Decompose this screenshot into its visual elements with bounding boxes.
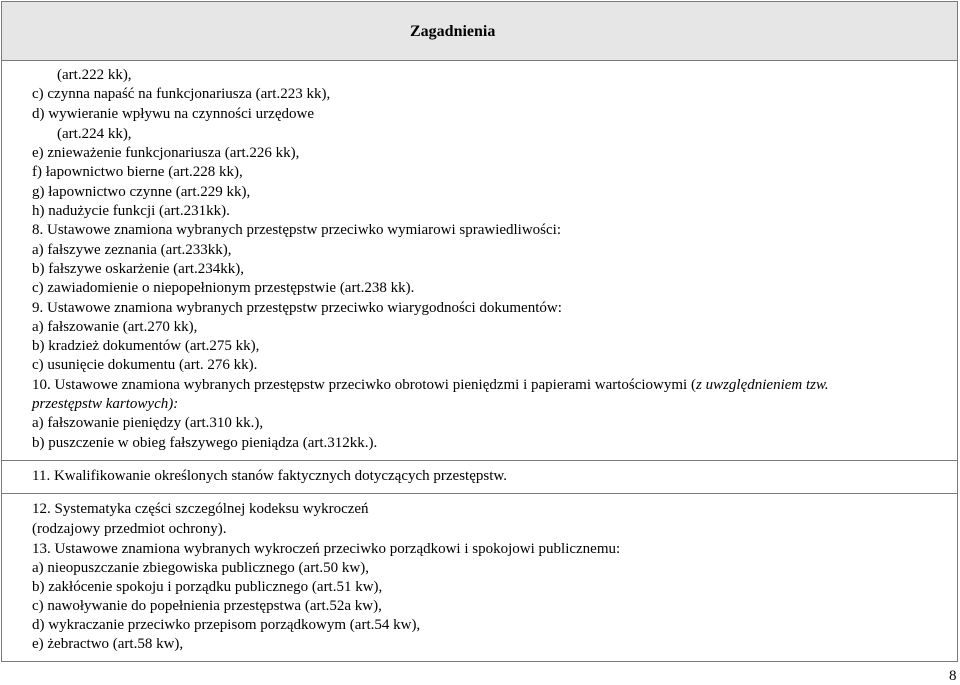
text-line: g) łapownictwo czynne (art.229 kk), — [32, 184, 251, 200]
header-title: Zagadnienia — [410, 23, 496, 40]
text-line: e) znieważenie funkcjonariusza (art.226 kk), — [32, 145, 300, 161]
row-separator — [2, 460, 957, 461]
text-line: e) żebractwo (art.58 kw), — [32, 636, 184, 652]
text-line: b) kradzież dokumentów (art.275 kk), — [32, 338, 260, 354]
text-line: 11. Kwalifikowanie określonych stanów faktycznych dotyczących przestępstw. — [32, 468, 507, 484]
text-line: c) zawiadomienie o niepopełnionym przestępstwie (art.238 kk). — [32, 280, 415, 296]
text-line: f) łapownictwo bierne (art.228 kk), — [32, 164, 243, 180]
text-line: h) nadużycie funkcji (art.231kk). — [32, 203, 230, 219]
text-line: 9. Ustawowe znamiona wybranych przestępstw przeciwko wiarygodności dokumentów: — [32, 300, 562, 316]
text-line: 8. Ustawowe znamiona wybranych przestępstw przeciwko wymiarowi sprawiedliwości: — [32, 222, 562, 238]
text-line: (art.222 kk), — [57, 67, 132, 83]
text-line: (art.224 kk), — [57, 126, 132, 142]
text-line: b) fałszywe oskarżenie (art.234kk), — [32, 261, 244, 277]
text-line: d) wykraczanie przeciwko przepisom porządkowym (art.54 kw), — [32, 617, 421, 633]
text-line: a) fałszowanie pieniędzy (art.310 kk.), — [32, 415, 264, 431]
text-line: b) puszczenie w obieg fałszywego pieniądza (art.312kk.). — [32, 435, 378, 451]
text-line: d) wywieranie wpływu na czynności urzędowe — [32, 106, 314, 122]
text-line: c) usunięcie dokumentu (art. 276 kk). — [32, 357, 258, 373]
text-line: 12. Systematyka części szczególnej kodeksu wykroczeń — [32, 501, 369, 517]
text-line: a) fałszowanie (art.270 kk), — [32, 319, 198, 335]
text-line-with-italic: 10. Ustawowe znamiona wybranych przestępstw przeciwko obrotowi pieniędzmi i papierami wartościowymi (z uwzględnieniem tzw. — [32, 377, 829, 393]
row-separator — [2, 493, 957, 494]
text-line: a) nieopuszczanie zbiegowiska publicznego (art.50 kw), — [32, 560, 369, 576]
table-header — [2, 2, 957, 61]
text-line: b) zakłócenie spokoju i porządku publicznego (art.51 kw), — [32, 579, 383, 595]
text-line: (rodzajowy przedmiot ochrony). — [32, 521, 227, 537]
text-line: a) fałszywe zeznania (art.233kk), — [32, 242, 232, 258]
page-number: 8 — [949, 668, 957, 684]
text-line: c) nawoływanie do popełnienia przestępstwa (art.52a kw), — [32, 598, 382, 614]
text-line: c) czynna napaść na funkcjonariusza (art.223 kk), — [32, 86, 331, 102]
text-line: 13. Ustawowe znamiona wybranych wykroczeń przeciwko porządkowi i spokojowi publicznemu: — [32, 541, 621, 557]
text-line: przestępstw kartowych): — [32, 396, 179, 412]
topics-table — [1, 1, 958, 662]
